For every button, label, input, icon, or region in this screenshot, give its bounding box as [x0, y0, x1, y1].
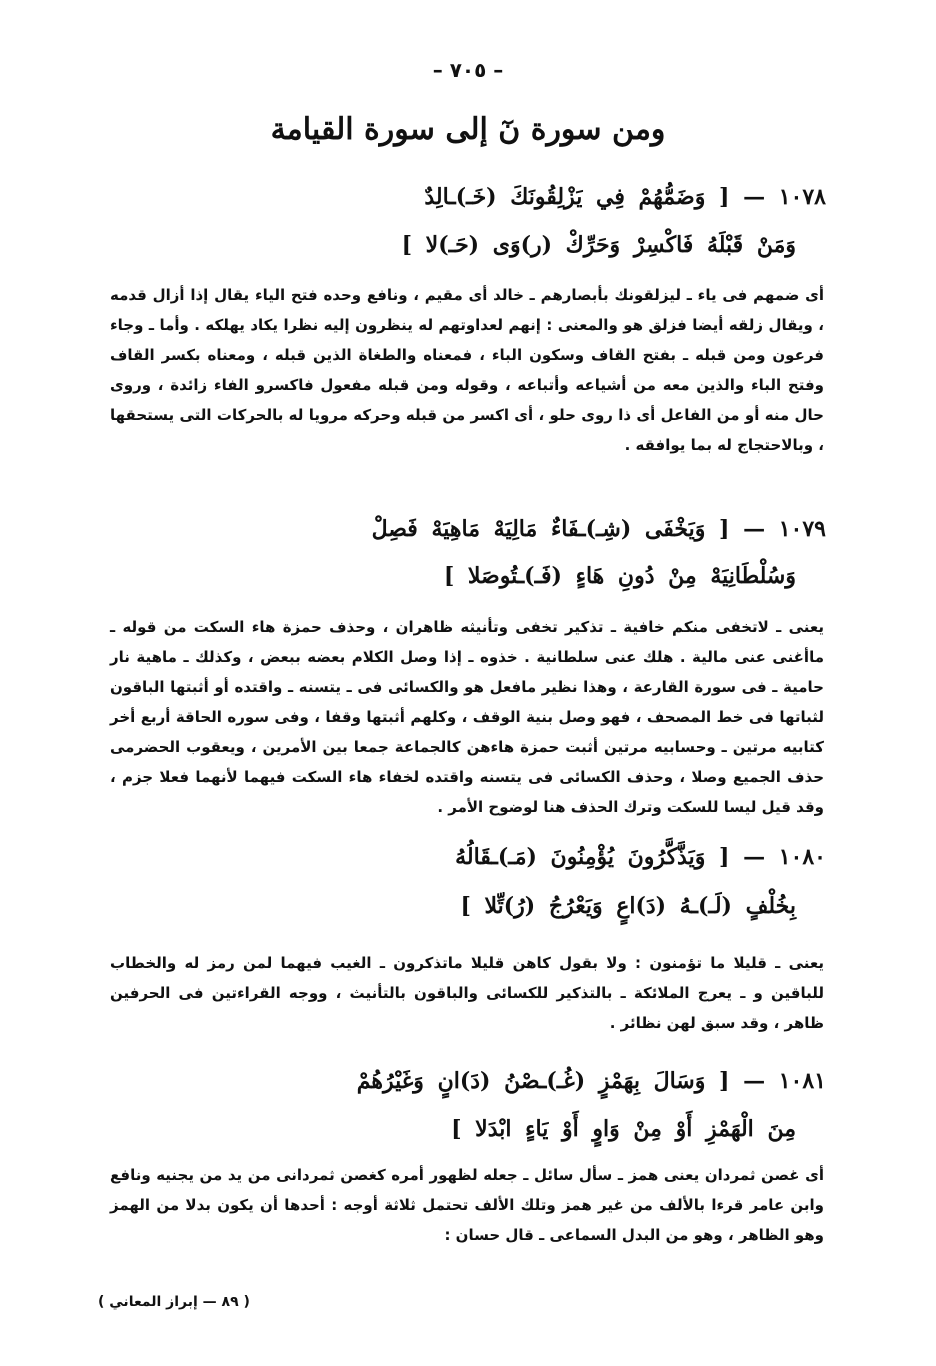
- verse-1078-line-2: وَمَنْ قَبْلَهُ فَاكْسِرْ وَحَرِّكْ (ر)وَى (حَـ)لا ]: [401, 232, 796, 258]
- commentary-1080: يعنى ـ قليلا ما تؤمنون : ولا بقول كاهن قليلا ماتذكرون ـ الغيب فيهما لمن رمز له والخطاب للباقين و ـ يعرج الملائكة ـ بالتذكير للكسائى والباقون بالتأنيث ، ووجه القراءتين فى الحرفين ظاهر ، وقد سبق لهن نظائر .: [110, 954, 824, 1032]
- commentary-1078: أى ضمهم فى ياء ـ ليزلقونك بأبصارهم ـ خالد أى مقيم ، ونافع وحده فتح الياء يقال إذا أزال قدمه ، ويقال زلقه أيضا فزلق هو والمعنى : إنهم لعداوتهم له ينظرون إليه نظرا يكاد يهلكه . وأما ـ وجاء فرعون ومن قبله ـ بفتح القاف وسكون الباء ، فمعناه والطغاة الذين قبله ، ومعناه بكسر القاف وفتح الباء والذين معه من أشياعه وأتباعه ، وقوله ومن قبله مفعول فاكسرو الفاء زائدة ، وروى حال منه أو من الفاعل أى ذا روى حلو ، أى اكسر من قبله وحركه مرويا له بالحركات التى يستحقها ، وبالاحتجاج له بما يوافقه .: [110, 286, 824, 454]
- verse-1080-line-2: بِخُلْفٍ (لَـ)ـهُ (دَ)اعٍ وَيَعْرُجُ (رُ)تِّلا ]: [460, 893, 796, 919]
- section-title: ومن سورة نٓ إلى سورة القيامة: [270, 112, 666, 147]
- verse-1081-line-1: ١٠٨١ — [ وَسَالَ بِهَمْزٍ (غُـ)ـصْنُ (دَ)انٍ وَغَيْرُهُمْ: [356, 1068, 826, 1094]
- commentary-1079: يعنى ـ لاتخفى منكم خافية ـ تذكير تخفى وتأنيثه ظاهران ، وحذف حمزة هاء السكت من قوله ـ ماأغنى عنى مالية . هلك عنى سلطانية . خذوه ـ إذا وصل الكلام بعضه ببعض ، وكذلك ـ ماهية نار حامية ـ فى سورة القارعة ، وهذا نظير مافعل هو والكسائى فى ـ يتسنه ـ واقتده أو أثبتها الباقون لثباتها فى خط المصحف ، فهو وصل بنية الوقف ، وكلهم أثبتها وقفا ، وفى سوره الحاقة أربع أخر كتابيه مرتين ـ وحسابيه مرتين أثبت حمزة هاءهن كالجماعة جمعا بين الأمرين ، ويعقوب الحضرمى حذف الجميع وصلا ، وحذف الكسائى فى يتسنه واقتده لخفاء هاء السكت فيهما لأنهما فعلا جزم ، وقد قيل ليسا للسكت وترك الحذف هنا لوضوح الأمر .: [110, 618, 824, 816]
- verse-1079-line-2: وَسُلْطَانِيَهْ مِنْ دُونِ هَاءٍ (فَـ)ـتُوصَلا ]: [443, 563, 796, 589]
- page-number: – ٧٠٥ –: [432, 58, 504, 82]
- verse-1078-line-1: ١٠٧٨ — [ وَضَمُّهُمْ فِي يَزْلِقُونَكَ (خَـ)ـالِدٌ: [424, 184, 826, 210]
- verse-1080-line-1: ١٠٨٠ — [ وَيَذَّكَّرُونَ يُؤْمِنُونَ (مَـ)ـقَالُهُ: [455, 844, 826, 870]
- commentary-1081: أى غصن ثمردان يعنى همز ـ سأل سائل ـ جعله لظهور أمره كغصن ثمردانى من يد من يجنيه ونافع وابن عامر قرءا بالألف من غير همز وتلك الألف تحتمل ثلاثة أوجه : أحدها أن يكون بدلا من الهمز وهو الظاهر ، وهو من البدل السماعى ـ قال حسان :: [110, 1166, 824, 1244]
- verse-1081-line-2: مِنَ الْهَمْزِ أَوْ مِنْ وَاوٍ أَوْ يَاءٍ ابْدَلا ]: [451, 1116, 796, 1142]
- verse-1079-line-1: ١٠٧٩ — [ وَيَخْفَى (شِـ)ـفَاءٌ مَالِيَهْ مَاهِيَهْ فَصِلْ: [371, 516, 826, 542]
- page-footer: ( ٨٩ — إبراز المعاني ): [98, 1294, 250, 1310]
